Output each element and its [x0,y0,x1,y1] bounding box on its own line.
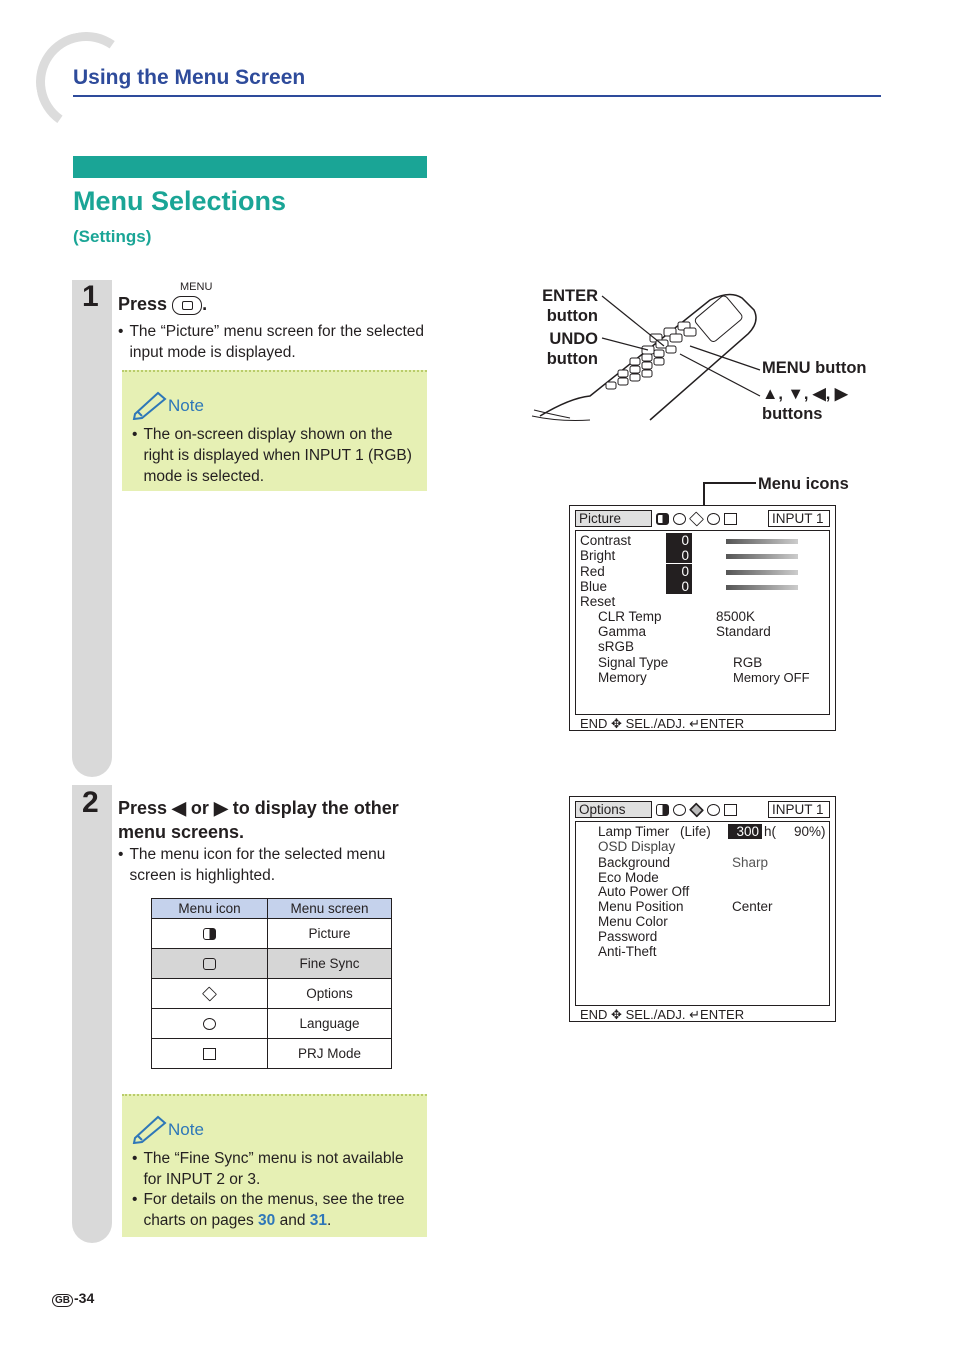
step2-note-text-2: For details on the menus, see the tree charts on pages [143,1191,405,1229]
step2-note-label: Note [168,1120,204,1139]
page-number [52,1290,94,1307]
and-text: and [279,1212,306,1229]
picture-icon [656,513,669,525]
options-icon [202,987,217,1002]
osd-item-label: Menu Color [598,914,668,929]
step2-note [122,1094,427,1237]
language-icon [707,804,720,816]
osd-row-value: 0 [666,533,692,548]
options-icon [689,511,704,526]
step1-period: . [202,294,208,314]
step2-note-text-1: The “Fine Sync” menu is not available for INPUT 2 or 3. [143,1150,404,1188]
osd-list-area [575,821,830,1006]
right-arrow-icon: ▶ [213,798,228,818]
osd-lamp-hours: 300 [728,824,762,839]
menu-key-caption: MENU [180,281,213,293]
region-badge: GB [52,1294,73,1307]
prj-mode-icon [203,1048,216,1060]
table-cell-screen: Options [268,979,392,1009]
osd-item-value: Center [732,899,773,914]
step1-note-label: Note [168,396,204,415]
table-cell-screen: Picture [268,919,392,949]
menu-icon-table [151,898,392,1069]
osd-item-label: Signal Type [598,655,669,670]
osd-footer: END ✥ SEL./ADJ. ↵ENTER [580,716,745,731]
menu-button-label: MENU button [762,359,867,377]
picture-osd-screen [569,505,836,731]
options-osd-screen [569,796,836,1022]
osd-lamp-unit: h( [764,824,777,839]
osd-item-value: Memory OFF [733,670,810,685]
step1-title [118,292,207,316]
osd-item-label: sRGB [598,639,635,654]
osd-item-label: Anti-Theft [598,944,657,959]
step1-note-item: • The on-screen display shown on the right is displayed when INPUT 1 (RGB) mode is selected. [132,424,417,487]
step2-press: Press [118,798,168,818]
osd-row-value: 0 [666,564,692,579]
arrow-buttons-glyphs: ▲, ▼, ◀, ▶ [762,385,848,403]
step2-or: or [190,798,209,818]
osd-lamp-life: (Life) [680,824,711,839]
step2-note-item: • For details on the menus, see the tree charts on pages 30 and 31. [132,1191,405,1229]
osd-input-indicator: INPUT 1 [768,510,830,527]
bright-slider[interactable] [726,554,798,559]
pencil-note-icon [132,1114,164,1142]
osd-item-label: OSD Display [598,839,676,854]
step2-title-rest: to display the other menu screens. [118,798,399,842]
step1-press: Press [118,294,168,314]
osd-row-label: Bright [580,548,616,563]
step1-note [122,370,427,491]
table-header-icon: Menu icon [152,899,268,919]
heading-bar [73,156,427,178]
step2-title [118,796,428,844]
page-number-text: -34 [74,1290,95,1306]
prj-mode-icon [724,513,737,525]
page-link-31[interactable]: 31 [309,1212,328,1229]
blue-slider[interactable] [726,585,798,590]
page-heading: Menu Selections [73,186,287,216]
osd-tab-options: Options [575,801,652,818]
fine-sync-icon [203,958,216,970]
table-row [152,919,392,949]
step1-number: 1 [82,280,99,313]
arrow-buttons-label: buttons [762,405,823,423]
osd-item-value: RGB [733,655,763,670]
table-row [152,1039,392,1069]
page-subheading: (Settings) [73,227,152,246]
language-icon [203,1018,216,1030]
osd-item-value: 8500K [716,609,756,624]
picture-icon [203,928,216,940]
osd-list-area [575,530,830,715]
left-arrow-icon: ◀ [172,798,186,818]
step1-bullet-text: The “Picture” menu screen for the selected input mode is displayed. [129,323,424,361]
step1-note-text: The on-screen display shown on the right is displayed when INPUT 1 (RGB) mode is selected. [143,426,412,485]
osd-item-value: Standard [716,624,771,639]
undo-label-line2: button [546,350,598,368]
osd-item-label: CLR Temp [598,609,662,624]
fine-sync-icon [673,804,686,816]
table-row [152,979,392,1009]
step2-bullet: • The menu icon for the selected menu screen is highlighted. [118,844,424,886]
language-icon [707,513,720,525]
osd-row-value: 0 [666,579,692,594]
osd-item-label: Eco Mode [598,870,659,885]
table-header-screen: Menu screen [268,899,392,919]
osd-tab-picture: Picture [575,510,652,527]
step2-bullet-text: The menu icon for the selected menu screen is highlighted. [129,846,386,884]
table-cell-screen: Language [268,1009,392,1039]
note-end: . [327,1212,332,1229]
red-slider[interactable] [726,570,798,575]
pencil-note-icon [132,390,164,418]
section-rule [73,95,881,97]
step2-note-item: • The “Fine Sync” menu is not available for INPUT 2 or 3. [132,1148,417,1190]
step1-rail [72,280,112,777]
osd-menu-icons [656,510,758,527]
step1-bullet: • The “Picture” menu screen for the selected input mode is displayed. [118,323,424,361]
prj-mode-icon [724,804,737,816]
osd-reset: Reset [580,594,616,609]
osd-menu-icons [656,801,758,818]
undo-label-line1: UNDO [549,330,598,348]
osd-row-label: Contrast [580,533,632,548]
contrast-slider[interactable] [726,539,798,544]
remote-control-illustration [530,288,770,428]
osd-item-label: Auto Power Off [598,884,690,899]
osd-item-label: Menu Position [598,899,684,914]
menu-icons-label: Menu icons [758,475,849,493]
table-cell-screen: PRJ Mode [268,1039,392,1069]
osd-item-label: Gamma [598,624,647,639]
osd-item-label: Password [598,929,658,944]
table-row [152,1009,392,1039]
osd-footer: END ✥ SEL./ADJ. ↵ENTER [580,1007,745,1022]
osd-item-value: Sharp [732,855,769,870]
picture-icon [656,804,669,816]
osd-lamp-label: Lamp Timer [598,824,670,839]
fine-sync-icon [673,513,686,525]
step2-rail [72,785,112,1243]
page-link-30[interactable]: 30 [258,1212,276,1229]
section-title: Using the Menu Screen [73,66,306,89]
options-icon [689,802,704,817]
osd-item-label: Memory [598,670,647,685]
osd-row-label: Blue [580,579,608,594]
step2-number: 2 [82,786,99,819]
osd-input-indicator: INPUT 1 [768,801,830,818]
enter-label-line2: button [546,307,598,325]
table-cell-screen: Fine Sync [268,949,392,979]
osd-row-label: Red [580,564,605,579]
menu-key-icon [172,296,202,315]
enter-label-line1: ENTER [542,287,598,305]
osd-item-label: Background [598,855,671,870]
table-row [152,949,392,979]
osd-row-value: 0 [666,548,692,563]
osd-lamp-pct: 90%) [794,824,826,839]
